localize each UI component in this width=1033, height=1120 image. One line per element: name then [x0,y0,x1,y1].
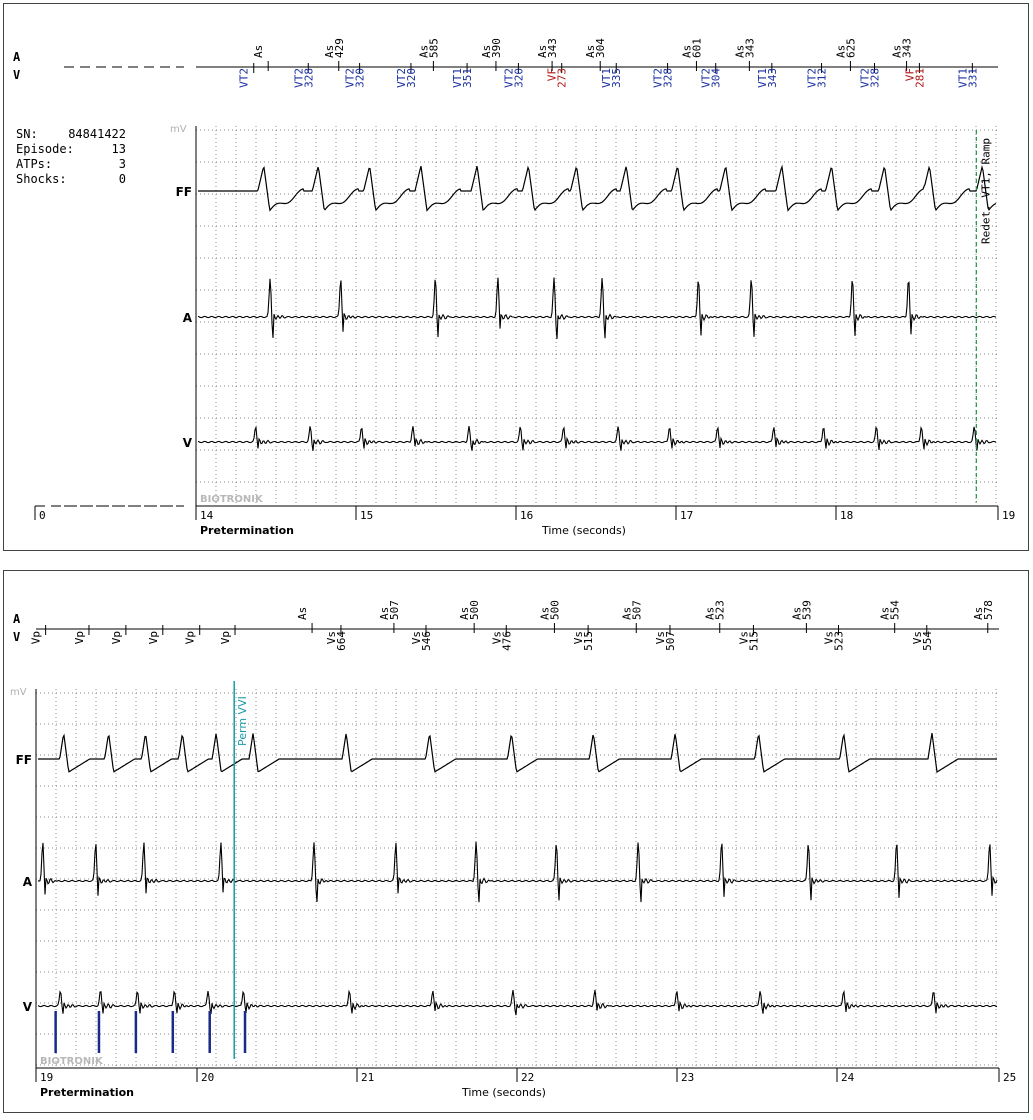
v-trace [38,990,997,1015]
ventricular-marker [858,68,881,88]
atrial-marker-label: As [680,44,694,58]
ventricular-marker-label: Vs [822,631,836,645]
ventricular-marker-interval: 304 [709,68,723,88]
ventricular-marker [600,68,623,88]
ventricular-marker-interval: 320 [404,68,418,88]
ventricular-marker-label: VT2 [292,68,306,88]
x-axis-label: Time (seconds) [542,524,626,537]
ventricular-marker [823,631,846,651]
atrial-marker-interval: 500 [548,600,562,620]
atrial-marker-label: As [620,606,634,620]
ventricular-marker [451,68,474,88]
ventricular-marker [410,631,433,651]
atrial-marker-label: As [458,606,472,620]
time-tick-label: 22 [521,1071,535,1084]
atrial-marker-interval: 500 [468,600,482,620]
ventricular-marker [700,68,723,88]
atrial-marker [252,45,265,58]
ventricular-marker [238,68,251,88]
perm-vvi-label: Perm VVI [236,696,250,746]
atrial-marker-label: As [733,44,747,58]
channel-label-a: A [182,311,192,325]
ventricular-marker [395,68,418,88]
sn-value: 84841422 [68,127,126,141]
atrial-marker-interval: 507 [387,600,401,620]
ventricular-marker [654,631,677,651]
brand-label: BIOTRONIK [40,1056,103,1067]
ventricular-marker-interval: 523 [832,631,846,651]
ventricular-marker-interval: 328 [868,68,882,88]
iegm-chart-detection [4,4,1028,550]
ventricular-marker-label: Vs [572,631,586,645]
atrial-marker [834,38,857,58]
time-tick-label: 14 [200,509,214,522]
ventricular-marker [652,68,675,88]
time-tick-label: 17 [680,509,694,522]
time-tick-label: 19 [40,1071,54,1084]
channel-label-a: A [22,875,32,889]
ventricular-marker [147,631,160,644]
ventricular-marker-interval: 546 [420,631,434,651]
ventricular-marker [502,68,525,88]
atrial-marker [296,607,309,620]
atrial-marker-interval: 343 [546,38,560,58]
atrial-marker-interval: 585 [427,38,441,58]
marker-row-label-a: A [13,50,21,64]
unit-label: mV [10,687,27,698]
atrial-marker [323,38,346,58]
time-tick-label: 16 [520,509,534,522]
ventricular-marker [911,631,934,651]
atrial-marker-label: As [252,44,266,58]
ventricular-marker-interval: 507 [663,631,677,651]
ventricular-marker-interval: 328 [661,68,675,88]
ventricular-marker-label: VT1 [600,68,614,88]
ventricular-marker-label: VT2 [805,68,819,88]
ventricular-marker-label: Vs [490,631,504,645]
sn-label: SN: [16,127,38,141]
atrial-marker [704,600,727,620]
ventricular-marker [737,631,760,651]
ventricular-marker [219,631,232,644]
atrial-marker [891,38,914,58]
atrial-marker [790,600,813,620]
ventricular-marker-label: Vs [653,631,667,645]
ventricular-marker-interval: 273 [555,68,569,88]
ventricular-marker-label: VT1 [451,68,465,88]
ventricular-marker-label: Vs [737,631,751,645]
ventricular-marker [546,68,569,88]
time-tick-label: 24 [841,1071,855,1084]
atrial-marker [972,600,995,620]
episode-label: Episode: [16,142,74,156]
ventricular-marker-label: VT2 [237,68,251,88]
ventricular-marker-label: VT2 [502,68,516,88]
atrial-marker-label: As [790,606,804,620]
ventricular-marker-interval: 335 [610,68,624,88]
ventricular-marker-label: VT2 [343,68,357,88]
ventricular-marker-interval: 554 [920,631,934,651]
ventricular-marker [184,631,197,644]
atrial-marker [536,38,559,58]
ventricular-marker [572,631,595,651]
iegm-chart-termination [4,571,1028,1112]
atrial-marker [680,38,703,58]
ventricular-marker [30,631,43,644]
ventricular-marker-interval: 351 [461,68,475,88]
ventricular-marker-label: Vp [29,631,43,645]
atrial-marker [458,600,481,620]
ventricular-marker-interval: 515 [747,631,761,651]
atrial-marker [584,38,607,58]
atrial-marker-label: As [834,44,848,58]
ventricular-marker-interval: 343 [765,68,779,88]
ventricular-marker-label: Vp [146,631,160,645]
redetect-annotation [979,138,992,244]
ventricular-marker [73,631,86,644]
ventricular-marker-label: Vs [410,631,424,645]
atrial-marker-interval: 343 [743,38,757,58]
ventricular-marker-label: Vp [72,631,86,645]
time-tick-label: 21 [361,1071,375,1084]
atrial-marker-label: As [538,606,552,620]
atrial-marker [480,38,503,58]
ventricular-marker [325,631,348,651]
perm-vvi-annotation [236,696,249,746]
marker-row-label-a: A [13,612,21,626]
ff-trace [38,733,997,772]
footer-label: Pretermination [40,1086,134,1099]
time-tick-label: 19 [1002,509,1016,522]
atps-value: 3 [118,157,126,171]
atrial-marker-interval: 343 [900,38,914,58]
atrial-marker [538,600,561,620]
ventricular-marker-interval: 312 [815,68,829,88]
atrial-marker-label: As [536,44,550,58]
shocks-value: 0 [118,172,126,186]
ventricular-marker-label: Vs [324,631,338,645]
time-tick-label: 20 [201,1071,215,1084]
time-tick-label: 18 [840,509,854,522]
atrial-marker-label: As [703,606,717,620]
ventricular-marker-label: VT1 [956,68,970,88]
marker-row-label-v: V [13,68,21,82]
ventricular-marker [292,68,315,88]
ventricular-marker-interval: 515 [582,631,596,651]
atrial-marker-interval: 304 [594,38,608,58]
time-tick-label: 23 [681,1071,695,1084]
ventricular-marker-interval: 476 [500,631,514,651]
ventricular-marker-interval: 328 [302,68,316,88]
atrial-marker-interval: 429 [332,38,346,58]
atrial-marker-interval: 554 [888,600,902,620]
ventricular-marker-label: VT2 [699,68,713,88]
a-trace [38,842,997,902]
ventricular-marker-label: VT1 [755,68,769,88]
grid [196,126,998,504]
atrial-marker-label: As [417,44,431,58]
ventricular-marker-label: VT2 [651,68,665,88]
ventricular-marker [956,68,979,88]
ventricular-marker-label: VT2 [858,68,872,88]
ventricular-marker-label: Vp [183,631,197,645]
ff-trace [198,166,996,210]
ventricular-marker-label: VT2 [394,68,408,88]
atrial-marker-interval: 578 [981,600,995,620]
iegm-panel-detection [3,3,1029,551]
time-tick-label: 25 [1003,1071,1017,1084]
atrial-marker-label: As [890,44,904,58]
ventricular-marker-label: VF [545,68,559,82]
atrial-marker-label: As [322,44,336,58]
ventricular-marker [490,631,513,651]
channel-label-ff: FF [175,185,192,199]
atrial-marker [417,38,440,58]
atrial-marker-label: As [377,606,391,620]
unit-label: mV [170,124,187,135]
ventricular-marker-interval: 331 [966,68,980,88]
atrial-marker [733,38,756,58]
atrial-marker-label: As [878,606,892,620]
shocks-label: Shocks: [16,172,67,186]
channel-label-v: V [182,436,192,450]
brand-label: BIOTRONIK [200,494,263,505]
redetect-annotation-label: Redet. VT1, Ramp [979,138,993,244]
atrial-marker-interval: 539 [800,600,814,620]
ventricular-marker [903,68,926,88]
atps-label: ATPs: [16,157,53,171]
ventricular-marker-label: VF [903,68,917,82]
atrial-marker [879,600,902,620]
ventricular-marker [806,68,829,88]
atrial-marker [620,600,643,620]
time-tick-label: 15 [360,509,374,522]
ventricular-marker-interval: 281 [913,68,927,88]
atrial-marker-label: As [584,44,598,58]
x-axis-label: Time (seconds) [462,1086,546,1099]
ventricular-marker [110,631,123,644]
atrial-marker [378,600,401,620]
footer-label: Pretermination [200,524,294,537]
atrial-marker-interval: 601 [690,38,704,58]
atrial-marker-interval: 625 [844,38,858,58]
atrial-marker-label: As [479,44,493,58]
time-tick-label: 0 [39,509,46,522]
ventricular-marker-label: Vp [219,631,233,645]
episode-value: 13 [111,142,126,156]
channel-label-v: V [22,1000,32,1014]
atrial-marker-interval: 507 [630,600,644,620]
ventricular-marker-interval: 320 [512,68,526,88]
atrial-marker-interval: 390 [489,38,503,58]
ventricular-marker-label: Vs [910,631,924,645]
iegm-panel-termination [3,570,1029,1113]
ventricular-marker [756,68,779,88]
ventricular-marker-interval: 664 [334,631,348,651]
atrial-marker-label: As [971,606,985,620]
ventricular-marker-label: Vp [109,631,123,645]
ventricular-marker [344,68,367,88]
channel-label-ff: FF [15,753,32,767]
ventricular-marker-interval: 320 [353,68,367,88]
atrial-marker-label: As [296,606,310,620]
atrial-marker-interval: 523 [713,600,727,620]
marker-row-label-v: V [13,630,21,644]
